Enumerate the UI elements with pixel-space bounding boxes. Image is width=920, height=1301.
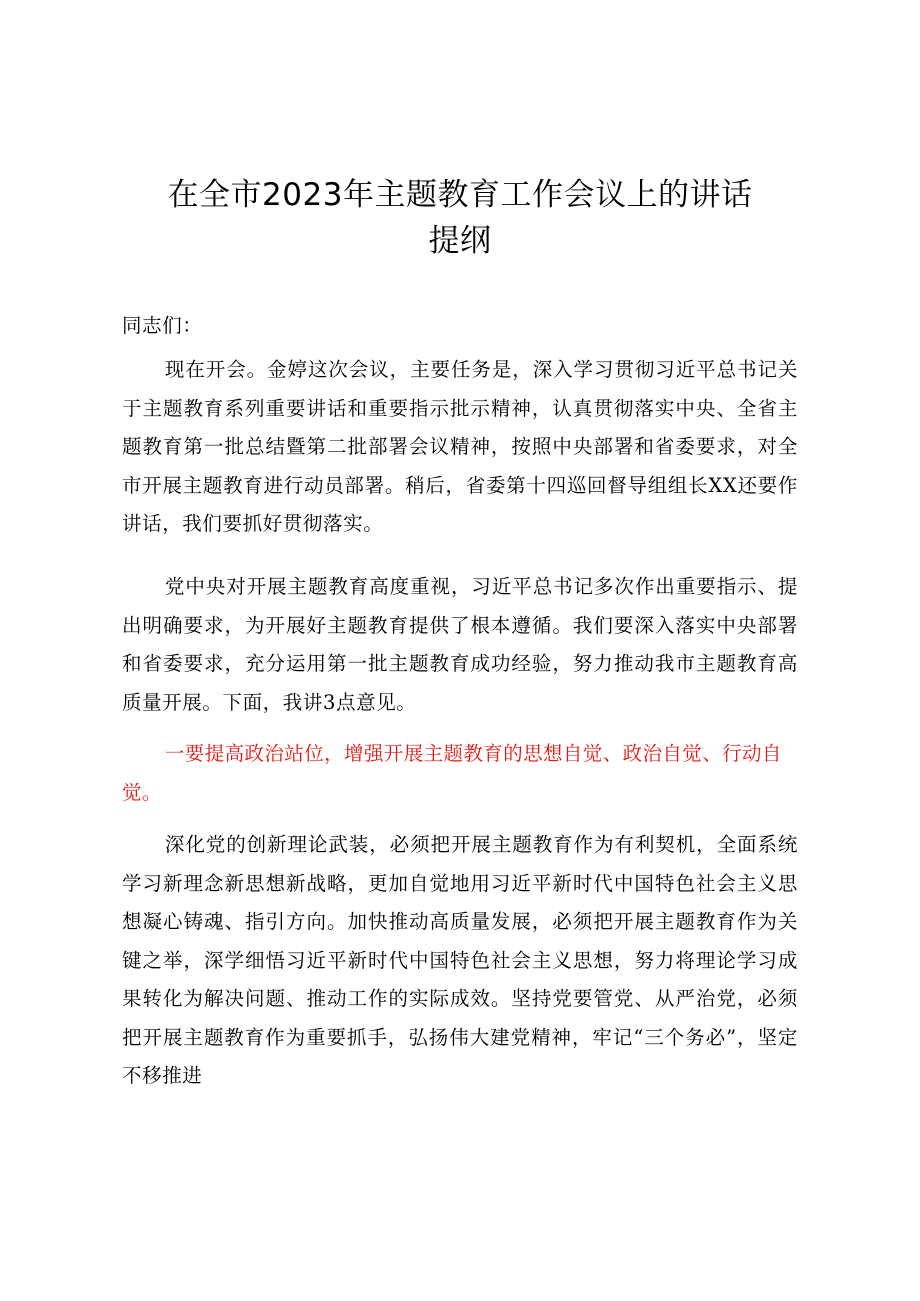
paragraph-opening: 现在开会。金婷这次会议，主要任务是，深入学习贯彻习近平总书记关于主题教育系列重要讲话和重要指示批示精神，认真贯彻落实中央、全省主题教育第一批总结暨第二批部署会议精神，按照中央部署和省委要求，对全市开展主题教育进行动员部署。稍后，省委第十四巡回督导组组长XX还要作讲话，我们要抓好贯彻落实。 — [122, 358, 798, 535]
document-title-line1: 在全市2023年主题教育工作会议上的讲话 — [167, 177, 753, 213]
section-heading-1: 一要提高政治站位，增强开展主题教育的思想自觉、政治自觉、行动自觉。 — [122, 742, 782, 804]
salutation: 同志们： — [122, 314, 203, 337]
document-title-line2: 提纲 — [428, 223, 492, 259]
paragraph-section-1: 深化党的创新理论武装，必须把开展主题教育作为有利契机，全面系统学习新理念新思想新战略，更加自觉地用习近平新时代中国特色社会主义思想凝心铸魂、指引方向。加快推动高质量发展，必须把开展主题教育作为关键之举，深学细悟习近平新时代中国特色社会主义思想，努力将理论学习成果转化为解决问题、推动工作的实际成效。坚持党要管党、从严治党，必须把开展主题教育作为重要抓手，弘扬伟大建党精神，牢记“三个务必”，坚定不移推进 — [122, 833, 798, 1087]
paragraph-background: 党中央对开展主题教育高度重视，习近平总书记多次作出重要指示、提出明确要求，为开展好主题教育提供了根本遵循。我们要深入落实中央部署和省委要求，充分运用第一批主题教育成功经验，努力推动我市主题教育高质量开展。下面，我讲3点意见。 — [122, 575, 798, 714]
